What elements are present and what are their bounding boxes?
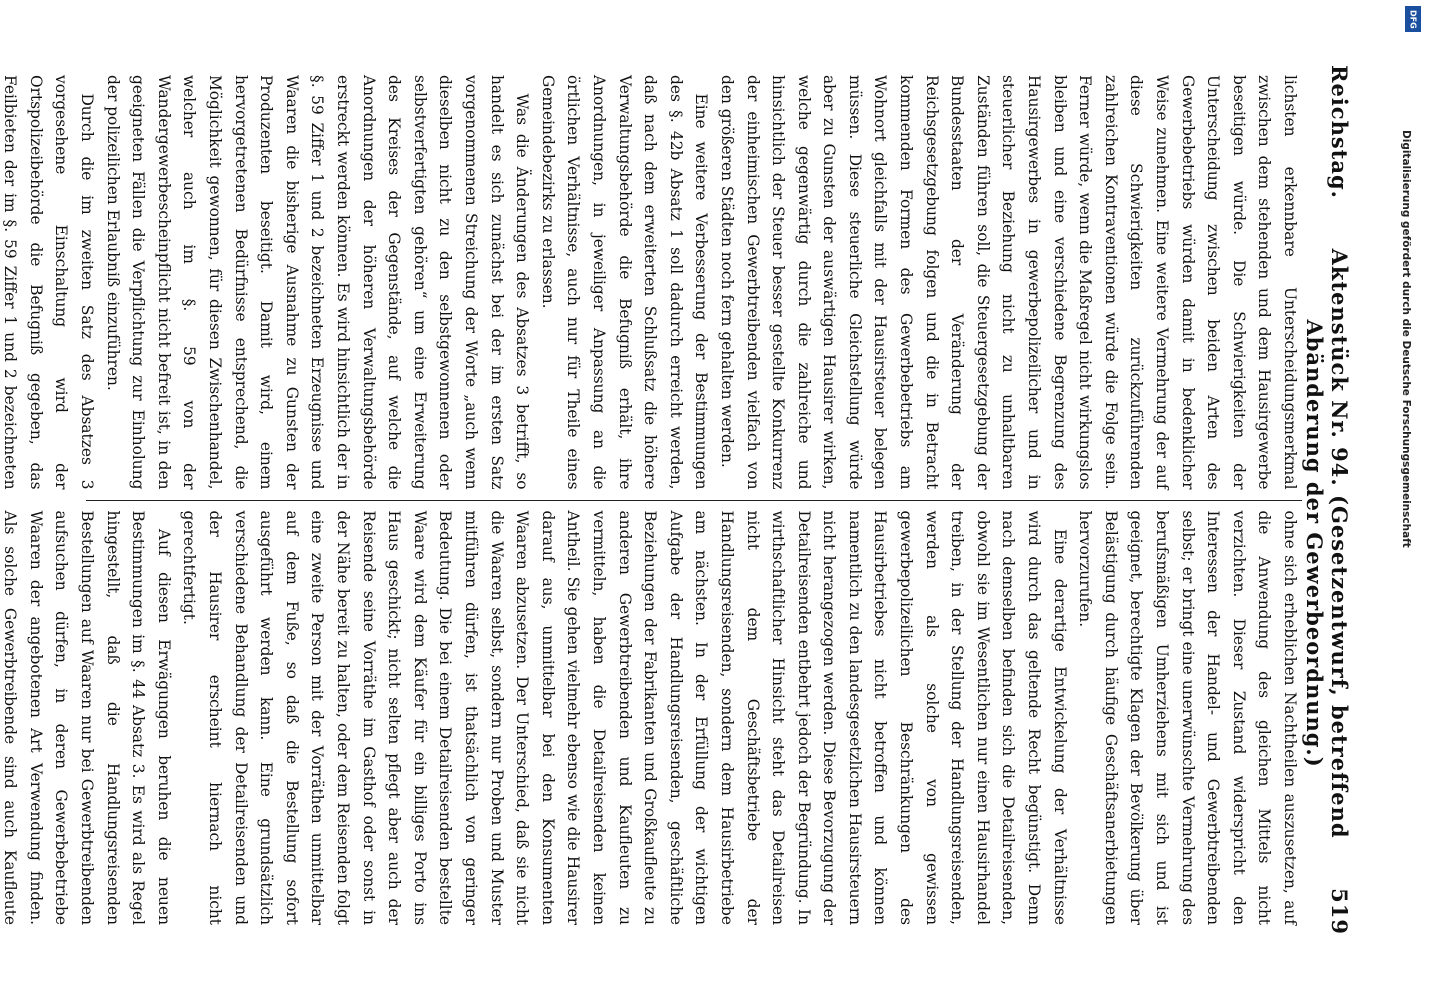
paragraph: Eine weitere Verbesserung der Bestimmungen des §. 42b Absatz 1 soll dadurch erreicht werden, daß nach dem erweiterten Schlußsatz die höhere Verwaltungsbehörde die Befugniß erhält, ihre Anordnungen, in jeweiliger Anpassung an die örtlichen Verhältnisse, auch nur für Theile eines Gemeindebezirks zu erlassen. [538,75,711,490]
column-right [1,501,1302,936]
paragraph: Auf diesen Erwägungen beruhen die neuen Bestimmungen im §. 44 Absatz 3. Es wird als Regel hingestellt, daß die Handlungsreisenden Bestellungen auf Waaren nur bei Gewerbtreibenden aufsuchen dürfen, in deren Gewerbebetriebe Waaren der angebotenen Art Verwendung finden. Als solche Gewerbtreibende sind auch Kaufleute [1,510,173,925]
text-columns [1,65,1302,935]
paragraph: ohne sich erheblichen Nachtheilen auszusetzen, auf die Anwendung des gleichen Mittels nicht verzichten. Dieser Zustand widerspricht den Interessen der Handel- und Gewerbtreibenden selbst; er bringt eine unerwünschte Vermehrung des berufsmäßigen Umherziehens mit sich und ist geeignet, berechtigte Klagen der Bevölkerung über Belästigung durch häufige Geschäftsanerbietungen hervorzurufen. [1076,510,1299,925]
document-page [1,25,1386,975]
running-header [1302,65,1352,935]
dfg-logo: DFG [1405,6,1421,32]
column-left [1,65,1302,500]
page-number: 519 [1327,888,1352,935]
credit-line [1401,20,1423,980]
paragraph: Was die Änderungen des Absatzes 3 betrifft, so handelt es sich zunächst bei der im ersten Satz vorgenommenen Streichung der Worte „auch wenn dieselben nicht zu den selbstgewonnenen oder selbstverfertigten gehören“ um eine Erweiterung des Kreises der Gegenstände, auf welche die Anordnungen der höheren Verwaltungsbehörde erstreckt werden können. Es wird hinsichtlich der in §. 59 Ziffer 1 und 2 bezeichneten Erzeugnisse und Waaren die bisherige Ausnahme zu Gunsten der Produzenten beseitigt. Damit wird, einem hervorgetretenen Bedürfnisse entsprechend, die Möglichkeit gewonnen, für diesen Zwischenhandel, welcher auch im §. 59 von der Wandergewerbescheinpflicht nicht befreit ist, in den geeigneten Fällen die Verpflichtung zur Einholung der polizeilichen Erlaubniß einzuführen. [103,75,532,490]
paragraph: Durch die im zweiten Satz des Absatzes 3 vorgesehene Einschaltung wird der Ortspolizeibehörde die Befugniß gegeben, das Feilbieten der im §. 59 Ziffer 1 und 2 bezeichneten [1,75,97,490]
header-left: Reichstag. [1327,65,1352,199]
credit-text: Digitalisierung gefördert durch die Deutsche Forschungsgemeinschaft [1400,130,1412,548]
header-title: Aktenstück Nr. 94. (Gesetzentwurf, betreffend Abänderung der Gewerbeordnung.) [1302,248,1352,839]
paragraph: lichsten erkennbare Unterscheidungsmerkmal zwischen dem stehenden und dem Hausirgewerbe beseitigen würde. Die Schwierigkeiten der Unterscheidung zwischen beiden Arten des Gewerbebetriebs würden damit in bedenklicher Weise zunehmen. Eine weitere Vermehrung der auf diese Schwierigkeiten zurückzuführenden zahlreichen Kontraventionen würde die Folge sein. Ferner würde, wenn die Maßregel nicht wirkungslos bleiben und eine verschiedene Begrenzung des Hausirgewerbes in gewerbepolizeilicher und in steuerlicher Beziehung nicht zu unhaltbaren Zuständen führen soll, die Steuergesetzgebung der Bundesstaaten der Veränderung der Reichsgesetzgebung folgen und die in Betracht kommenden Formen des Gewerbebetriebs am Wohnort gleichfalls mit der Hausirsteuer belegen müssen. Diese steuerliche Gleichstellung würde aber zu Gunsten der auswärtigen Hausirer wirken, welche gegenwärtig durch die zahlreiche und hinsichtlich der Steuer besser gestellte Konkurrenz der einheimischen Gewerbtreibenden vielfach von den größeren Städten noch fern gehalten werden. [717,75,1299,490]
paragraph: Eine derartige Entwickelung der Verhältnisse wird durch das geltende Recht begünstigt. Denn nach demselben befinden sich die Detailreisenden, obwohl sie im Wesentlichen nur einen Hausirhandel treiben, in der Stellung der Handlungsreisenden, werden als solche von gewissen gewerbepolizeilichen Beschränkungen des Hausirbetriebes nicht betroffen und können namentlich zu den landesgesetzlichen Hausirsteuern nicht herangezogen werden. Diese Bevorzugung der Detailreisenden entbehrt jedoch der Begründung. In wirthschaftlicher Hinsicht steht das Detailreisen nicht dem Geschäftsbetriebe der Handlungsreisenden, sondern dem Hausirbetriebe am nächsten. In der Erfüllung der wichtigen Aufgabe der Handlungsreisenden, geschäftliche Beziehungen der Fabrikanten und Großkaufleute zu anderen Gewerbtreibenden und Kaufleuten zu vermitteln, haben die Detailreisenden keinen Antheil. Sie gehen vielmehr ebenso wie die Hausirer darauf aus, unmittelbar bei den Konsumenten Waaren abzusetzen. Der Unterschied, daß sie nicht die Waaren selbst, sondern nur Proben und Muster mitführen dürfen, ist thatsächlich von geringer Bedeutung. Die bei einem Detailreisenden bestellte Waare wird dem Käufer für ein billiges Porto ins Haus geschickt; nicht selten pflegt aber auch der Reisende seine Vorräthe im Gasthof oder sonst in der Nähe bereit zu halten, oder dem Reisenden folgt eine zweite Person mit der Vorräthen unmittelbar auf dem Fuße, so daß die Bestellung sofort ausgeführt werden kann. Eine grundsätzlich verschiedene Behandlung der Detailreisenden und der Hausirer erscheint hiernach nicht gerechtfertigt. [180,510,1069,925]
